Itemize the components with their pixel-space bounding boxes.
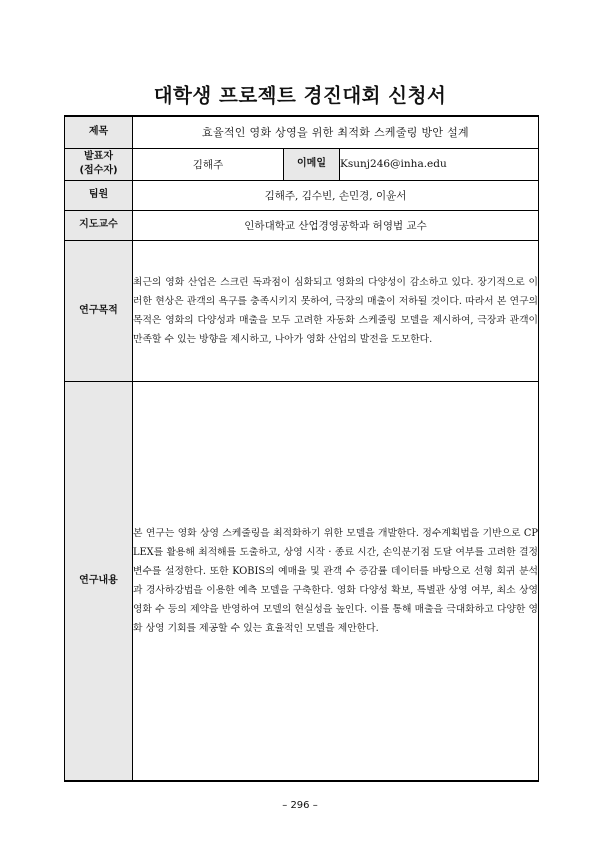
page-number: – 296 – [282, 800, 318, 811]
presenter-label-line1: 발표자 [84, 151, 113, 162]
presenter-label-line2: (접수자) [79, 165, 118, 176]
content-row [65, 381, 539, 781]
page-title: 대학생 프로젝트 경진대회 신청서 [153, 84, 447, 107]
advisor-label: 지도교수 [65, 210, 133, 240]
presenter-value: 김해주 [133, 148, 284, 180]
project-title-value: 효율적인 영화 상영을 위한 최적화 스케줄링 방안 설계 [133, 116, 539, 148]
content-label: 연구내용 [65, 381, 133, 781]
purpose-row [65, 240, 539, 381]
purpose-label: 연구목적 [65, 240, 133, 381]
application-form-table [64, 115, 539, 782]
project-title-label: 제목 [65, 116, 133, 148]
purpose-cell [133, 240, 539, 381]
presenter-label [65, 148, 133, 180]
email-label: 이메일 [284, 148, 340, 180]
email-value: Ksunj246@inha.edu [340, 148, 539, 180]
presenter-row [65, 148, 539, 180]
project-title-row [65, 116, 539, 148]
content-cell [133, 381, 539, 781]
team-value: 김해주, 김수빈, 손민경, 이윤서 [133, 180, 539, 210]
content-text: 본 연구는 영화 상영 스케줄링을 최적화하기 위한 모델을 개발한다. 정수계획법을 기반으로 CPLEX를 활용해 최적해를 도출하고, 상영 시작 · 종료 시간, 손익분기점 도달 여부를 고려한 결정변수를 설정한다. 또한 KOBIS의 예매율 및 관객 수 증감률 데이터를 바탕으로 선형 회귀 분석과 경사하강법을 이용한 예측 모델을 구축한다. 영화 다양성 확보, 특별관 상영 여부, 최소 상영 영화 수 등의 제약을 반영하여 모델의 현실성을 높인다. 이를 통해 매출을 극대화하고 다양한 영화 상영 기회를 제공할 수 있는 효율적인 모델을 제안한다. [133, 527, 539, 634]
advisor-value: 인하대학교 산업경영공학과 허영범 교수 [133, 210, 539, 240]
purpose-text: 최근의 영화 산업은 스크린 독과점이 심화되고 영화의 다양성이 감소하고 있다. 장기적으로 이러한 현상은 관객의 욕구를 충족시키지 못하여, 극장의 매출이 저하될 것이다. 따라서 본 연구의 목적은 영화의 다양성과 매출을 모두 고려한 자동화 스케줄링 모델을 제시하여, 극장과 관객이 만족할 수 있는 방향을 제시하고, 나아가 영화 산업의 발전을 도모한다. [133, 276, 539, 345]
team-label: 팀원 [65, 180, 133, 210]
team-row [65, 180, 539, 210]
advisor-row [65, 210, 539, 240]
